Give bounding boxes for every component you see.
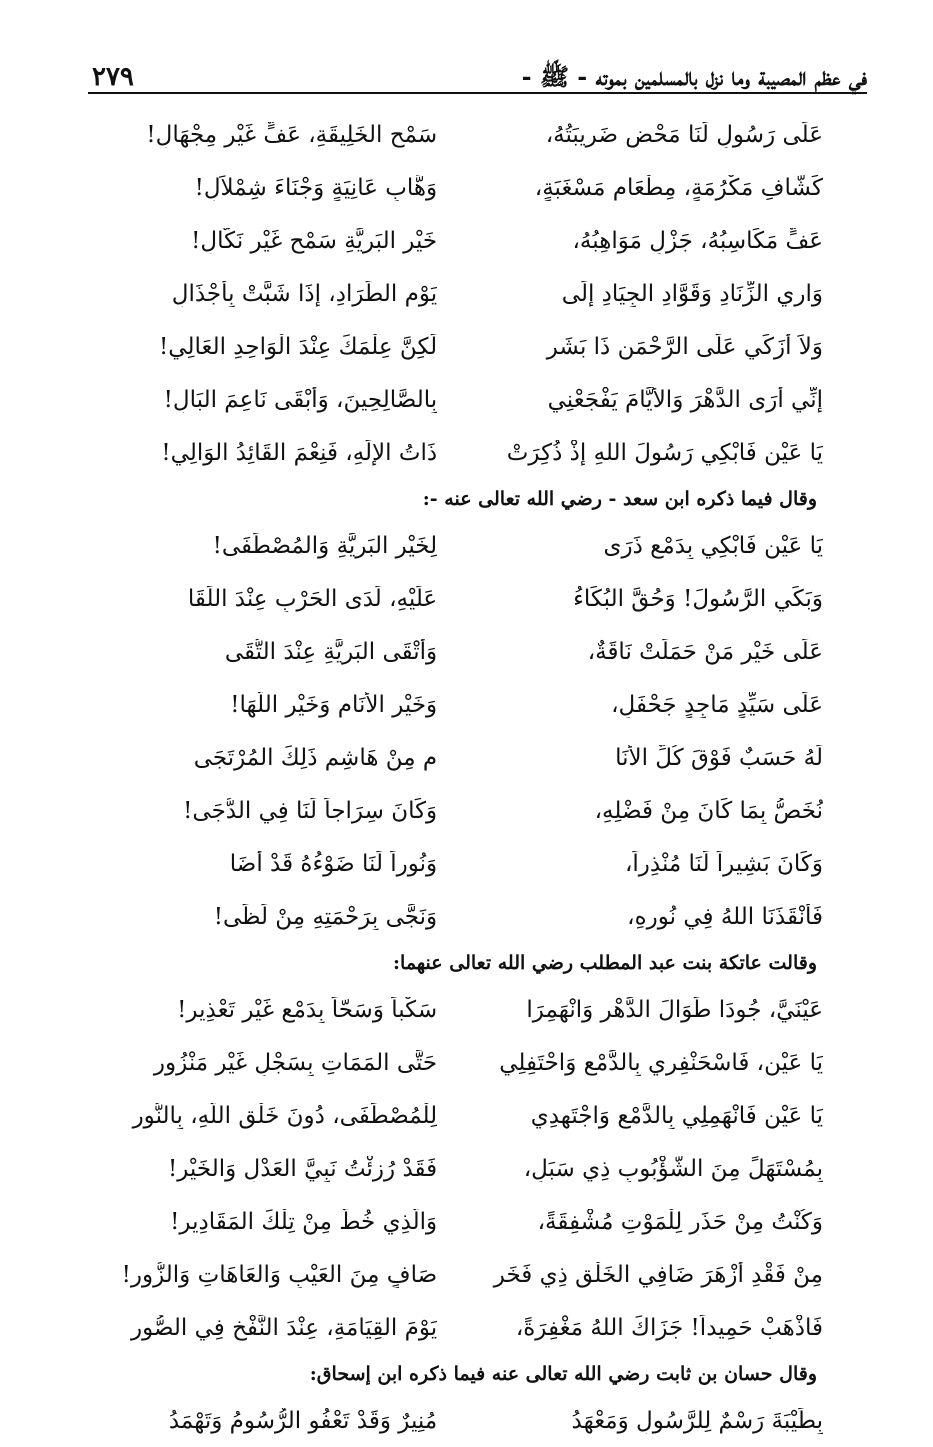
page-content	[95, 108, 823, 1447]
verse-line	[95, 267, 823, 320]
second-hemistich: لِلْمُصْطَفَى، دُونَ خَلْقِ اللَّهِ، بِالنُّورِ	[132, 1102, 438, 1129]
second-hemistich: وَخَيْرِ الأَنَامِ وَخَيْرِ اللُّهَا!	[230, 691, 438, 718]
verse-line	[95, 214, 823, 267]
first-hemistich: وَكُنْتُ مِنْ حَذَرٍ لِلْمَوْتِ مُشْفِقَةً،	[537, 1208, 823, 1235]
verse-line	[95, 1089, 823, 1142]
first-hemistich: بِمُسْتَهَلٍّ مِنَ الشُّؤْبُوبِ ذِي سَبَلٍ،	[523, 1155, 823, 1182]
first-hemistich: إِنِّي أَرَى الدَّهْرَ وَالأَيَّامَ يَفْجَعْنِي	[547, 386, 823, 413]
verse-line	[95, 320, 823, 373]
verse-line	[95, 625, 823, 678]
second-hemistich: مِ مِنْ هَاشِمٍ ذَلِكَ المُرْتَجَى	[193, 744, 438, 771]
first-hemistich: عَلَى سَيِّدٍ مَاجِدٍ جَحْفَلٍ،	[611, 691, 823, 718]
verse-line	[95, 519, 823, 572]
second-hemistich: يَوْمِ الطِّرَادِ، إِذَا شَبَّتْ بِأَجْذَالِ	[171, 280, 438, 307]
second-hemistich: عَلَيْهِ، لَدَى الحَرْبِ عِنْدَ اللِّقَا	[187, 585, 438, 612]
second-hemistich: وَنَجَّى بِرَحْمَتِهِ مِنْ لَظَى!	[213, 903, 438, 930]
second-hemistich: صَافٍ مِنَ العَيْبِ وَالعَاهَاتِ وَالزُّورِ!	[121, 1261, 438, 1288]
second-hemistich: فَقَدْ رُزِئْتُ نَبِيَّ العَدْلِ وَالخَيْرِ!	[167, 1155, 438, 1182]
verse-line	[95, 1195, 823, 1248]
first-hemistich: كَشَّافِ مَكْرُمَةٍ، مِطْعَامِ مَسْغَبَةٍ،	[534, 174, 823, 201]
first-hemistich: وَلاَ أُزَكِّي عَلَى الرَّحْمَنِ ذَا بَشَرٍ	[546, 333, 823, 360]
second-hemistich: حَتَّى المَمَاتِ بِسَجْلٍ غَيْرِ مَنْزُورِ	[153, 1049, 438, 1076]
second-hemistich: مُنِيرٌ وَقَدْ تَعْفُو الرُّسُومُ وَتَهْمَدُ	[168, 1407, 438, 1434]
verse-line	[95, 1301, 823, 1354]
page-header	[88, 40, 867, 94]
first-hemistich: نُخَصُّ بِمَا كَانَ مِنْ فَضْلِهِ،	[594, 797, 823, 824]
verse-line	[95, 890, 823, 943]
verse-line	[95, 983, 823, 1036]
first-hemistich: يَا عَيْنِ فَانْهَمِلِي بِالدَّمْعِ وَاجْتَهِدِي	[530, 1102, 823, 1129]
second-hemistich: وَالَّذِي خُطَّ مِنْ تِلْكَ المَقَادِيرِ!	[170, 1208, 438, 1235]
verse-line	[95, 1036, 823, 1089]
verse-line	[95, 1142, 823, 1195]
first-hemistich: وَبَكِّي الرَّسُولَ! وَحُقَّ البُكَاءُ	[573, 585, 823, 612]
poem-introduction: وقال فيما ذكره ابن سعد - رضي الله تعالى عنه -:	[422, 488, 817, 510]
first-hemistich: وَارِي الزِّنَادِ وَقَوَّادِ الجِيَادِ إِلَى	[561, 280, 823, 307]
second-hemistich: يَوْمَ القِيَامَةِ، عِنْدَ النَّفْخِ فِي الصُّورِ	[130, 1314, 438, 1341]
verse-line	[95, 1248, 823, 1301]
first-hemistich: لَهُ حَسَبٌ فَوْقَ كُلِّ الأَنَا	[615, 744, 823, 771]
first-hemistich: عَلَى رَسُولٍ لَنَا مَحْضٍ ضَرِيبَتُهُ،	[545, 121, 823, 148]
second-hemistich: وَنُوراً لَنَا ضَوْءُهُ قَدْ أَضَا	[229, 850, 438, 877]
running-title: في عظم المصيبة وما نزل بالمسلمين بموته - ﷺ -	[521, 62, 867, 91]
poem-block-4	[95, 1394, 823, 1447]
verse-line	[95, 161, 823, 214]
poem-introduction: وقالت عاتكة بنت عبد المطلب رضي الله تعالى عنهما:	[393, 952, 817, 974]
first-hemistich: مِنْ فَقْدِ أَزْهَرَ ضَافِي الخَلْقِ ذِي فَخَرٍ	[493, 1261, 823, 1288]
first-hemistich: عَيْنَيَّ، جُودَا طَوَالَ الدَّهْرِ وَانْهَمِرَا	[526, 996, 823, 1023]
first-hemistich: يَا عَيْنِ فَابْكِي رَسُولَ اللهِ إِذْ ذُكِرَتْ	[506, 439, 823, 466]
verse-line	[95, 731, 823, 784]
second-hemistich: ذَاتُ الإِلَهِ، فَنِعْمَ القَائِدُ الوَالِي!	[161, 439, 438, 466]
first-hemistich: يَا عَيْنِ فَابْكِي بِدَمْعٍ ذَرَى	[603, 532, 823, 559]
second-hemistich: وَكَانَ سِرَاجاً لَنَا فِي الدُّجَى!	[183, 797, 438, 824]
verse-line	[95, 837, 823, 890]
verse-line	[95, 1394, 823, 1447]
second-hemistich: سَكْباً وَسَحّاً بِدَمْعٍ غَيْرِ تَعْذِيرِ!	[177, 996, 438, 1023]
poem-block-1	[95, 108, 823, 479]
poem-introduction: وقال حسان بن ثابت رضي الله تعالى عنه فيما ذكره ابن إسحاق:	[309, 1363, 817, 1385]
verse-line	[95, 784, 823, 837]
page-number: ٢٧٩	[92, 62, 134, 92]
second-hemistich: سَمْحِ الخَلِيقَةِ، عَفٍّ غَيْرِ مِجْهَالِ!	[146, 121, 438, 148]
verse-line	[95, 108, 823, 161]
second-hemistich: لَكِنَّ عِلْمَكَ عِنْدَ الْوَاحِدِ العَالِي!	[159, 333, 438, 360]
poem-block-2	[95, 519, 823, 943]
first-hemistich: يَا عَيْنِ، فَاسْحَنْفِرِي بِالدَّمْعِ وَاحْتَفِلِي	[499, 1049, 823, 1076]
first-hemistich: فَأَنْقَذَنَا اللهُ فِي نُورِهِ،	[627, 903, 823, 930]
first-hemistich: وَكَانَ بَشِيراً لَنَا مُنْذِراً،	[624, 850, 823, 877]
first-hemistich: عَلَى خَيْرِ مَنْ حَمَلَتْ نَاقَةٌ،	[587, 638, 823, 665]
first-hemistich: فَاذْهَبْ حَمِيداً! جَزَاكَ اللهُ مَغْفِرَةً،	[515, 1314, 823, 1341]
verse-line	[95, 572, 823, 625]
poem-block-3	[95, 983, 823, 1354]
second-hemistich: لِخَيْرِ البَرِيَّةِ وَالمُصْطَفَى!	[212, 532, 438, 559]
verse-line	[95, 678, 823, 731]
first-hemistich: بِطَيْبَةَ رَسْمٌ لِلرَّسُولِ وَمَعْهَدُ	[571, 1407, 823, 1434]
first-hemistich: عَفٍّ مَكَاسِبُهُ، جَزْلٍ مَوَاهِبُهُ،	[572, 227, 823, 254]
second-hemistich: وَهَّابِ عَانِيَةٍ وَجْنَاءَ شِمْلاَلِ!	[194, 174, 438, 201]
second-hemistich: خَيْرِ البَرِيَّةِ سَمْحٍ غَيْرِ نَكَّالِ!	[191, 227, 438, 254]
second-hemistich: وَأَتْقَى البَرِيَّةِ عِنْدَ التُّقَى	[224, 638, 438, 665]
verse-line	[95, 426, 823, 479]
second-hemistich: بِالصَّالِحِينَ، وَأَبْقَى نَاعِمَ البَالِ!	[163, 386, 438, 413]
verse-line	[95, 373, 823, 426]
